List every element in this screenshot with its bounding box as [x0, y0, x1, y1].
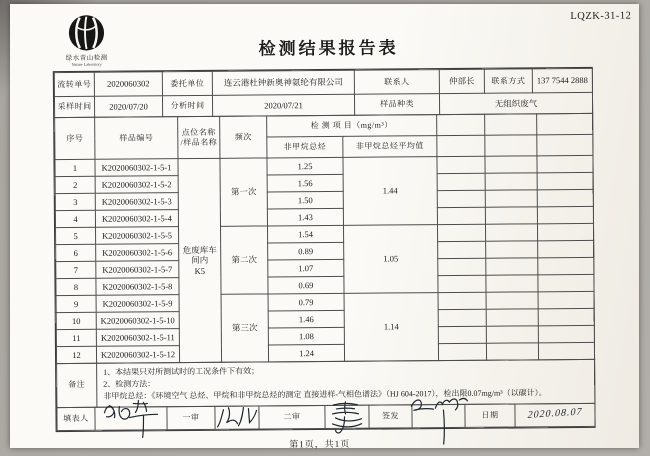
empty-cell — [486, 292, 538, 309]
empty-cell — [486, 224, 538, 241]
frequency-cell: 第三次 — [221, 294, 269, 362]
value-contact: 仲部长 — [439, 69, 484, 93]
empty-cell — [538, 308, 594, 325]
date-value-cell — [515, 403, 595, 427]
sample-id: K2020060302-1-5-7 — [96, 261, 179, 279]
handwritten-date: 2020.08.07 — [527, 406, 583, 422]
nmhc-value: 1.24 — [268, 344, 344, 362]
empty-cell — [485, 190, 537, 207]
remark-line-3: 非甲烷总烃：《环境空气 总烃、甲烷和非甲烷总烃的测定 直接进样-气相色谱法》（HJ 604-2017），检出限0.07mg/m³（以碳计）。 — [103, 388, 547, 402]
results-grid — [54, 113, 595, 364]
empty-cell — [438, 343, 486, 360]
empty-cell — [486, 343, 538, 360]
label-contact: 联系人 — [354, 70, 439, 95]
nmhc-value: 1.50 — [267, 191, 343, 209]
header-empty-2a — [485, 114, 537, 135]
header-nmhc: 非甲烷总烃 — [267, 136, 343, 158]
row-no: 9 — [56, 295, 96, 312]
empty-cell — [437, 156, 485, 173]
header-empty-3a — [537, 113, 593, 134]
empty-cell — [537, 155, 593, 172]
row-no: 11 — [56, 329, 96, 346]
header-frequency: 频次 — [220, 116, 267, 158]
empty-cell — [538, 240, 594, 257]
empty-cell — [438, 258, 486, 275]
row-no: 4 — [55, 210, 95, 227]
review2-label: 二审 — [259, 405, 325, 429]
empty-cell — [538, 325, 594, 342]
sample-id: K2020060302-1-5-1 — [95, 159, 178, 177]
header-location-line2: /样品名称 — [180, 137, 218, 147]
value-transfer-no: 2020060302 — [94, 72, 162, 97]
sample-id: K2020060302-1-5-4 — [95, 210, 178, 228]
header-no: 序号 — [55, 117, 95, 159]
row-no: 3 — [55, 193, 95, 210]
header-empty-2b — [485, 135, 537, 156]
empty-cell — [537, 206, 593, 223]
remark-label: 备注 — [57, 363, 97, 407]
remark-table — [56, 359, 595, 408]
label-transfer-no: 流转单号 — [54, 72, 94, 96]
row-no: 10 — [56, 312, 96, 329]
empty-cell — [485, 173, 537, 190]
label-sampling-time: 采样时间 — [54, 96, 94, 117]
empty-cell — [437, 190, 485, 207]
filler-label: 填表人 — [57, 407, 95, 430]
empty-cell — [438, 309, 486, 326]
label-sample-type: 样品种类 — [354, 94, 439, 116]
label-analysis-time: 分析时间 — [162, 95, 212, 116]
header-nmhc-avg: 非甲烷总烃平均值 — [343, 136, 437, 158]
label-phone: 联系方式 — [484, 69, 532, 93]
row-no: 8 — [56, 278, 96, 295]
remark-line-2: 2、检测方法： — [103, 379, 156, 389]
date-label: 日期 — [465, 404, 515, 427]
header-empty-1a — [437, 114, 485, 135]
row-no: 6 — [56, 244, 96, 261]
signoff-table — [56, 402, 595, 430]
empty-cell — [538, 257, 594, 274]
empty-cell — [485, 207, 537, 224]
empty-cell — [437, 173, 485, 190]
value-analysis-time: 2020/07/21 — [212, 94, 354, 116]
empty-cell — [538, 291, 594, 308]
sample-id: K2020060302-1-5-12 — [96, 346, 179, 364]
header-sample: 样品编号 — [95, 117, 178, 160]
sample-id: K2020060302-1-5-10 — [96, 312, 179, 330]
empty-cell — [485, 156, 537, 173]
sample-id: K2020060302-1-5-5 — [96, 227, 179, 245]
nmhc-average: 1.44 — [343, 157, 438, 226]
review1-label: 一审 — [167, 406, 215, 429]
empty-cell — [438, 224, 486, 241]
nmhc-value: 1.56 — [267, 174, 343, 192]
nmhc-value: 0.69 — [268, 276, 344, 294]
document-code: LQZK-31-12 — [570, 10, 632, 23]
nmhc-value: 0.89 — [268, 242, 344, 260]
nmhc-average: 1.05 — [343, 225, 438, 294]
label-client: 委托单位 — [162, 71, 212, 95]
issue-signature-cell — [412, 404, 465, 427]
page-title: 检测结果报告表 — [258, 38, 399, 59]
sample-id: K2020060302-1-5-2 — [95, 176, 178, 194]
nmhc-value: 1.54 — [267, 225, 343, 243]
header-project: 检 测 项 目（mg/m³） — [267, 115, 437, 137]
frequency-cell: 第一次 — [220, 158, 268, 226]
nmhc-value: 1.25 — [267, 157, 343, 175]
empty-cell — [537, 189, 593, 206]
nmhc-value: 1.43 — [267, 208, 343, 226]
empty-cell — [538, 342, 594, 359]
page-content — [8, 2, 640, 451]
frequency-cell: 第二次 — [220, 226, 268, 294]
review2-signature-cell — [325, 405, 369, 428]
empty-cell — [438, 241, 486, 258]
empty-cell — [486, 241, 538, 258]
filler-signature-cell — [95, 406, 167, 430]
empty-cell — [486, 326, 538, 343]
sample-id: K2020060302-1-5-6 — [96, 244, 179, 262]
row-no: 2 — [55, 176, 95, 193]
nmhc-value: 1.46 — [268, 310, 344, 328]
remark-body — [97, 359, 595, 407]
row-no: 5 — [56, 227, 96, 244]
value-sampling-time: 2020/07/20 — [94, 96, 162, 118]
nmhc-average: 1.14 — [344, 293, 439, 362]
report-table — [54, 68, 595, 431]
nmhc-value: 1.07 — [268, 259, 344, 277]
header-location-line1: 点位名称 — [181, 127, 216, 137]
nmhc-value: 1.08 — [268, 327, 344, 345]
empty-cell — [537, 172, 593, 189]
empty-cell — [486, 309, 538, 326]
signoff-row — [57, 403, 595, 430]
location-line2: K5 — [194, 265, 206, 276]
empty-cell — [538, 274, 594, 291]
sample-id: K2020060302-1-5-11 — [96, 329, 179, 347]
sample-id: K2020060302-1-5-3 — [95, 193, 178, 211]
empty-cell — [438, 292, 486, 309]
row-no: 12 — [56, 346, 96, 363]
empty-cell — [438, 326, 486, 343]
header-empty-3b — [537, 134, 593, 155]
sample-id: K2020060302-1-5-9 — [96, 295, 179, 313]
row-no: 7 — [56, 261, 96, 278]
header-empty-1b — [437, 135, 485, 156]
info-table — [54, 68, 593, 118]
sample-id: K2020060302-1-5-8 — [96, 278, 179, 296]
logo-name: 绿水青山检测 — [65, 54, 108, 63]
review1-signature-cell — [215, 406, 259, 429]
empty-cell — [486, 258, 538, 275]
header-location — [178, 116, 220, 158]
logo-subtitle: Nature Laboratory — [71, 61, 102, 67]
row-no: 1 — [55, 159, 95, 176]
remark-line-1: 1、本结果只对所测试时的工况条件下有效； — [103, 366, 260, 377]
page-number: 第1页，共1页 — [289, 438, 351, 450]
value-sample-type: 无组织废气 — [439, 92, 592, 114]
location-line1: 危废库车间内 — [182, 244, 217, 266]
review1-signature-icon — [214, 402, 260, 432]
value-phone: 137 7544 2888 — [532, 68, 592, 92]
empty-cell — [437, 207, 485, 224]
empty-cell — [538, 223, 594, 240]
empty-cell — [438, 275, 486, 292]
remark-row — [57, 359, 595, 407]
nmhc-value: 0.79 — [268, 293, 344, 311]
issue-label: 签发 — [369, 404, 412, 427]
empty-cell — [486, 275, 538, 292]
scanned-paper — [10, 4, 639, 448]
location-cell — [178, 158, 222, 362]
value-client: 连云港杜钟新奥神氨纶有限公司 — [212, 70, 354, 95]
